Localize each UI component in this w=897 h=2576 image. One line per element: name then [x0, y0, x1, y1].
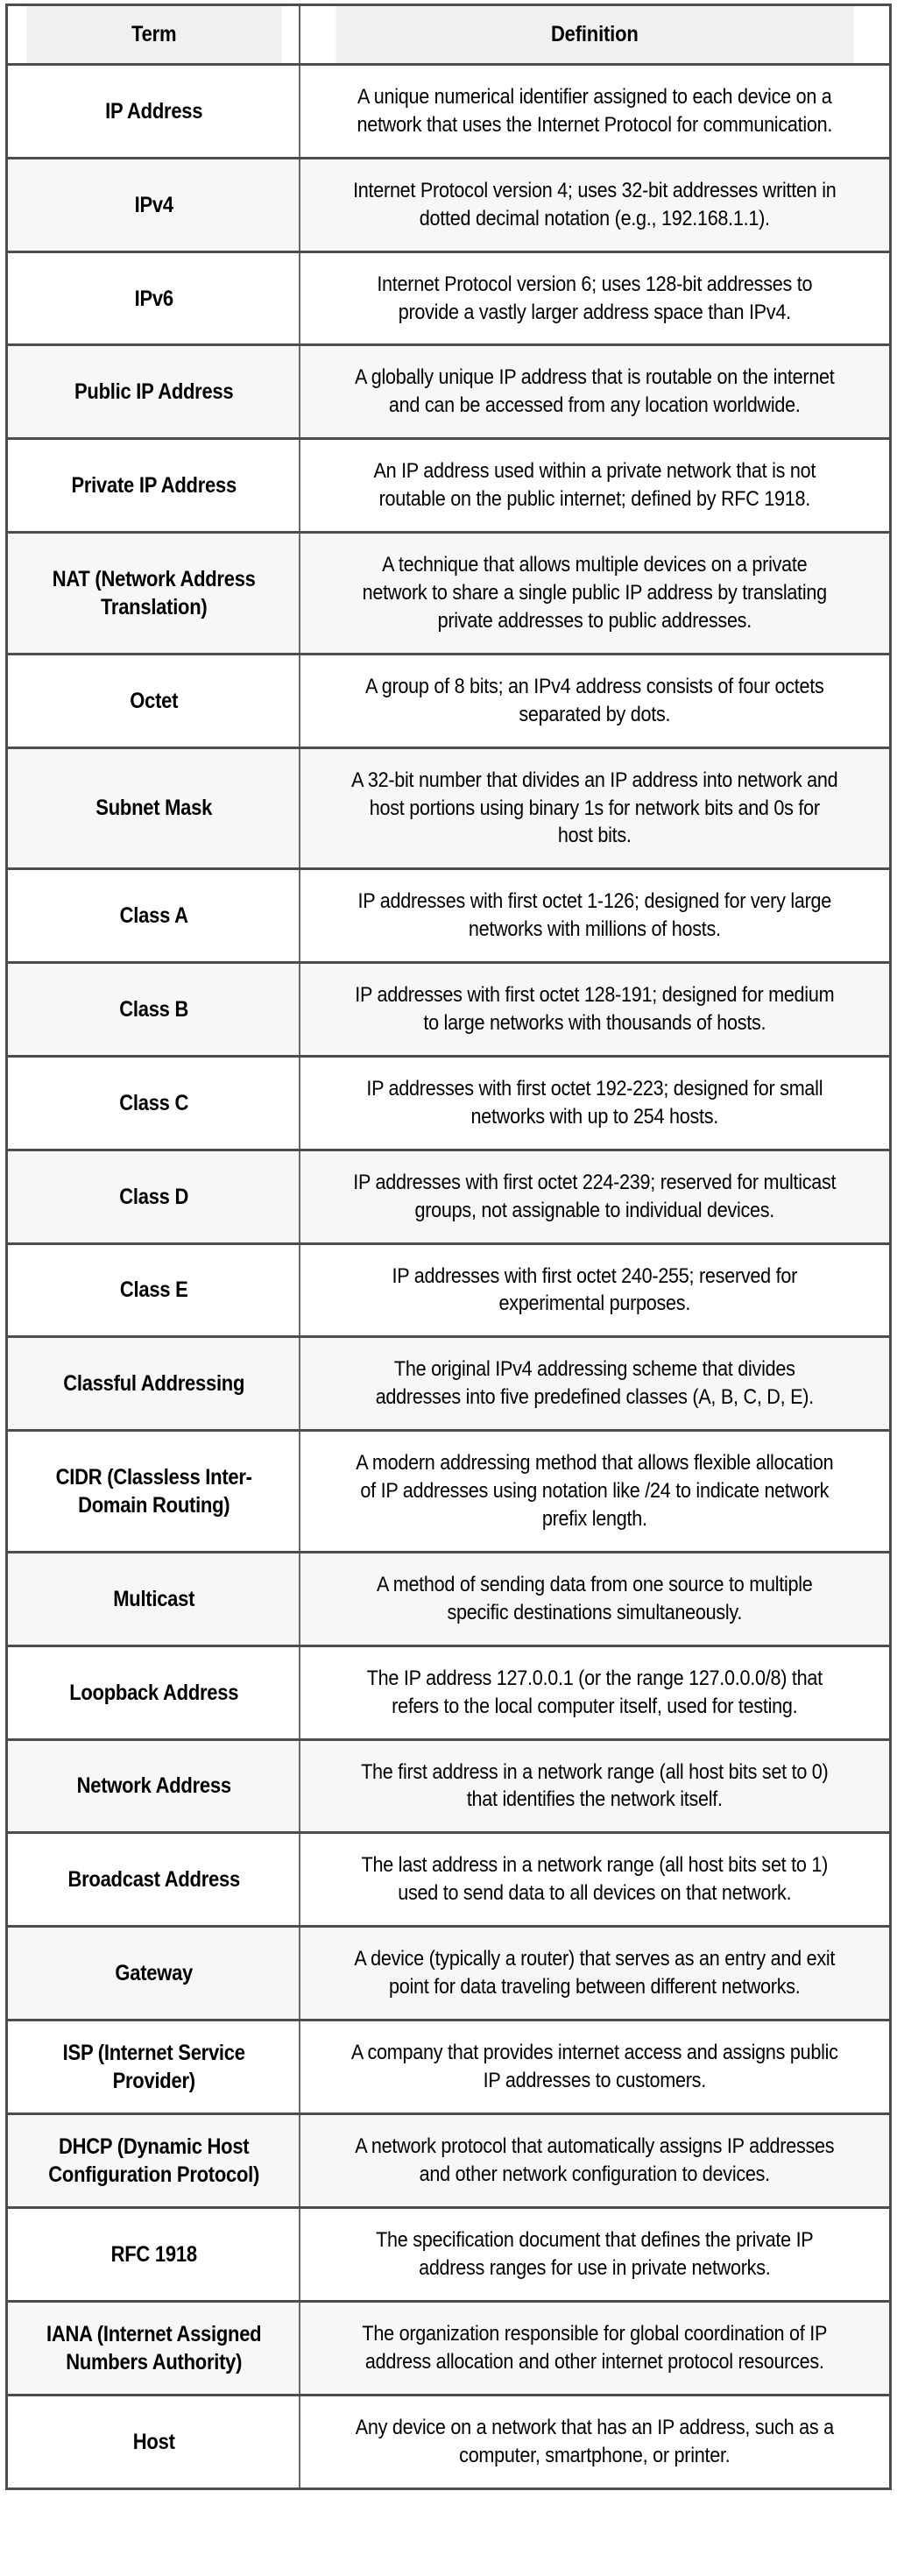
- cell-definition: IP addresses with first octet 1-126; designed for very large networks with millions of hosts.: [329, 869, 861, 963]
- cell-definition: IP addresses with first octet 240-255; reserved for experimental purposes.: [329, 1243, 861, 1337]
- cell-term: Host: [25, 2395, 283, 2488]
- cell-definition: A network protocol that automatically assigns IP addresses and other network configuration to devices.: [329, 2113, 861, 2207]
- cell-definition: A 32-bit number that divides an IP address into network and host portions using binary 1s for network bits and 0s for host bits.: [329, 747, 861, 869]
- cell-definition: A group of 8 bits; an IPv4 address consists of four octets separated by dots.: [329, 654, 861, 747]
- cell-term: Class D: [25, 1150, 283, 1243]
- cell-term: ISP (Internet Service Provider): [25, 2020, 283, 2113]
- table-row: [7, 654, 891, 747]
- table-row: [7, 2207, 891, 2301]
- cell-term: IPv6: [25, 251, 283, 345]
- cell-term: IANA (Internet Assigned Numbers Authority): [25, 2301, 283, 2395]
- cell-definition: IP addresses with first octet 224-239; reserved for multicast groups, not assignable to individual devices.: [329, 1150, 861, 1243]
- table-row: [7, 1552, 891, 1645]
- table-row: [7, 1431, 891, 1553]
- table-row: [7, 158, 891, 251]
- table-body: [7, 65, 891, 2489]
- cell-definition: The specification document that defines the private IP address ranges for use in private networks.: [329, 2207, 861, 2301]
- table-row: [7, 1927, 891, 2020]
- table-row: [7, 2020, 891, 2113]
- table-row: [7, 533, 891, 655]
- table-row: [7, 1833, 891, 1927]
- table-header-row: [7, 5, 891, 65]
- cell-definition: The IP address 127.0.0.1 (or the range 127.0.0.0/8) that refers to the local computer itself, used for testing.: [329, 1645, 861, 1739]
- cell-definition: A technique that allows multiple devices on a private network to share a single public IP address by translating private addresses to public addresses.: [329, 533, 861, 655]
- cell-term: DHCP (Dynamic Host Configuration Protocol): [25, 2113, 283, 2207]
- table-row: [7, 869, 891, 963]
- cell-definition: Any device on a network that has an IP address, such as a computer, smartphone, or printer.: [329, 2395, 861, 2488]
- cell-term: Classful Addressing: [25, 1337, 283, 1431]
- table-row: [7, 251, 891, 345]
- cell-definition: Internet Protocol version 4; uses 32-bit addresses written in dotted decimal notation (e.g., 192.168.1.1).: [329, 158, 861, 251]
- table-row: [7, 2395, 891, 2488]
- cell-definition: The original IPv4 addressing scheme that divides addresses into five predefined classes (A, B, C, D, E).: [329, 1337, 861, 1431]
- column-header-definition: Definition: [335, 5, 855, 65]
- table-row: [7, 2301, 891, 2395]
- ip-addressing-glossary-table: [5, 4, 892, 2490]
- table-row: [7, 1337, 891, 1431]
- table-row: [7, 1739, 891, 1833]
- table-row: [7, 963, 891, 1057]
- cell-definition: A company that provides internet access and assigns public IP addresses to customers.: [329, 2020, 861, 2113]
- table-row: [7, 747, 891, 869]
- cell-term: Octet: [25, 654, 283, 747]
- table-row: [7, 1056, 891, 1150]
- cell-definition: An IP address used within a private network that is not routable on the public internet; defined by RFC 1918.: [329, 439, 861, 533]
- cell-term: RFC 1918: [25, 2207, 283, 2301]
- cell-term: Subnet Mask: [25, 747, 283, 869]
- cell-definition: A method of sending data from one source to multiple specific destinations simultaneously.: [329, 1552, 861, 1645]
- cell-definition: The last address in a network range (all host bits set to 1) used to send data to all devices on that network.: [329, 1833, 861, 1927]
- table-row: [7, 2113, 891, 2207]
- cell-term: IPv4: [25, 158, 283, 251]
- cell-definition: The organization responsible for global coordination of IP address allocation and other internet protocol resources.: [329, 2301, 861, 2395]
- cell-term: Class A: [25, 869, 283, 963]
- cell-definition: IP addresses with first octet 128-191; designed for medium to large networks with thousands of hosts.: [329, 963, 861, 1057]
- column-header-term: Term: [25, 5, 283, 65]
- cell-definition: The first address in a network range (all host bits set to 0) that identifies the network itself.: [329, 1739, 861, 1833]
- cell-term: Loopback Address: [25, 1645, 283, 1739]
- cell-term: Gateway: [25, 1927, 283, 2020]
- cell-term: Class B: [25, 963, 283, 1057]
- table-row: [7, 439, 891, 533]
- cell-term: Private IP Address: [25, 439, 283, 533]
- cell-term: NAT (Network Address Translation): [25, 533, 283, 655]
- table-row: [7, 1150, 891, 1243]
- cell-term: Broadcast Address: [25, 1833, 283, 1927]
- table-row: [7, 345, 891, 439]
- table-row: [7, 65, 891, 159]
- cell-definition: A globally unique IP address that is routable on the internet and can be accessed from any location worldwide.: [329, 345, 861, 439]
- cell-term: Network Address: [25, 1739, 283, 1833]
- cell-definition: IP addresses with first octet 192-223; designed for small networks with up to 254 hosts.: [329, 1056, 861, 1150]
- cell-term: CIDR (Classless Inter-Domain Routing): [25, 1431, 283, 1553]
- cell-definition: A unique numerical identifier assigned to each device on a network that uses the Internet Protocol for communication.: [357, 85, 833, 137]
- cell-term: Class C: [25, 1056, 283, 1150]
- cell-definition: A modern addressing method that allows flexible allocation of IP addresses using notation like /24 to indicate network prefix length.: [329, 1431, 861, 1553]
- table-row: [7, 1645, 891, 1739]
- cell-definition: Internet Protocol version 6; uses 128-bit addresses to provide a vastly larger address space than IPv4.: [329, 251, 861, 345]
- cell-definition: A device (typically a router) that serves as an entry and exit point for data traveling between different networks.: [329, 1927, 861, 2020]
- table-header: [7, 5, 891, 65]
- cell-term: Class E: [25, 1243, 283, 1337]
- table-row: [7, 1243, 891, 1337]
- cell-term: IP Address: [25, 65, 283, 159]
- cell-term: Public IP Address: [25, 345, 283, 439]
- cell-term: Multicast: [25, 1552, 283, 1645]
